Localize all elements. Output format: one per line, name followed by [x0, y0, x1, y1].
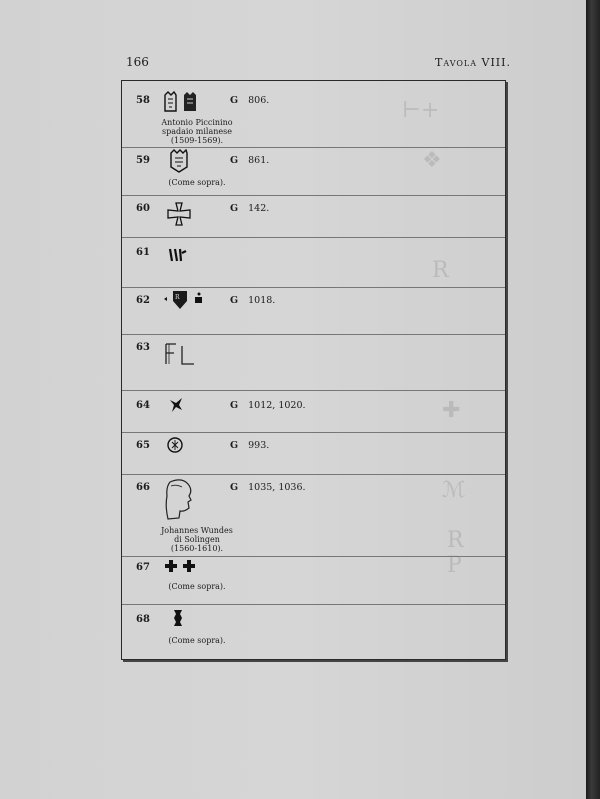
scratched-mark-icon: [168, 247, 188, 263]
bleed-through-marks: ⊢+ ❖ R ✚ ℳ R P: [402, 98, 466, 578]
table-row: [122, 147, 505, 196]
double-crowned-mark-icon: [162, 89, 202, 117]
page-number: 166: [126, 55, 149, 69]
reference: G 993.: [230, 440, 270, 451]
reference-text: 1035, 1036.: [248, 482, 306, 493]
reference-text: 861.: [248, 155, 270, 166]
mark-number: 60: [136, 203, 150, 214]
reference-text: 1018.: [248, 295, 276, 306]
table-row: [122, 604, 505, 659]
running-head: Tavola VIII.: [435, 56, 511, 69]
mark-number: 62: [136, 295, 150, 306]
mark-number: 61: [136, 247, 150, 258]
mark-number: 65: [136, 440, 150, 451]
table-row: [122, 334, 505, 391]
mark-number: 59: [136, 155, 150, 166]
reference: G 861.: [230, 155, 270, 166]
mark-number: 58: [136, 95, 150, 106]
table-row: [122, 474, 505, 557]
mark-number: 68: [136, 614, 150, 625]
fl-letters-mark-icon: [162, 342, 196, 366]
table-row: [122, 432, 505, 475]
small-figure-mark-icon: [172, 608, 184, 628]
reference-text: 993.: [248, 440, 270, 451]
table-row: [122, 556, 505, 605]
mark-caption: Johannes Wundes di Solingen (1560-1610).: [161, 526, 233, 553]
mark-number: 63: [136, 342, 150, 353]
mark-number: 66: [136, 482, 150, 493]
reference-text: 806.: [248, 95, 270, 106]
reference: G 142.: [230, 203, 270, 214]
table-row: [122, 287, 505, 335]
page-edge-shadow: [586, 0, 600, 799]
shield-with-dots-mark-icon: [162, 289, 206, 311]
table-row: [122, 390, 505, 433]
table-row: [122, 195, 505, 238]
reference: G 1018.: [230, 295, 276, 306]
svg-text:R: R: [175, 294, 180, 301]
cross-pattee-mark-icon: [166, 201, 192, 227]
table-row: [122, 237, 505, 288]
twin-crosses-mark-icon: [164, 558, 198, 574]
reference-text: 142.: [248, 203, 270, 214]
reference: G 806.: [230, 95, 270, 106]
circle-mark-icon: [166, 436, 184, 454]
mark-number: 67: [136, 562, 150, 573]
reference-text: 1012, 1020.: [248, 400, 306, 411]
mark-number: 64: [136, 400, 150, 411]
reference: G 1012, 1020.: [230, 400, 306, 411]
reference: G 1035, 1036.: [230, 482, 306, 493]
mark-caption: Antonio Piccinino spadaio milanese (1509-1569).: [161, 118, 233, 145]
crowned-shield-mark-icon: [168, 149, 190, 173]
mark-caption: (Come sopra).: [168, 178, 226, 187]
mark-caption: (Come sopra).: [168, 582, 226, 591]
head-profile-mark-icon: [162, 478, 196, 522]
table-row: [122, 81, 505, 148]
bird-mark-icon: [168, 396, 186, 414]
marks-plate: [121, 80, 506, 660]
mark-caption: (Come sopra).: [168, 636, 226, 645]
